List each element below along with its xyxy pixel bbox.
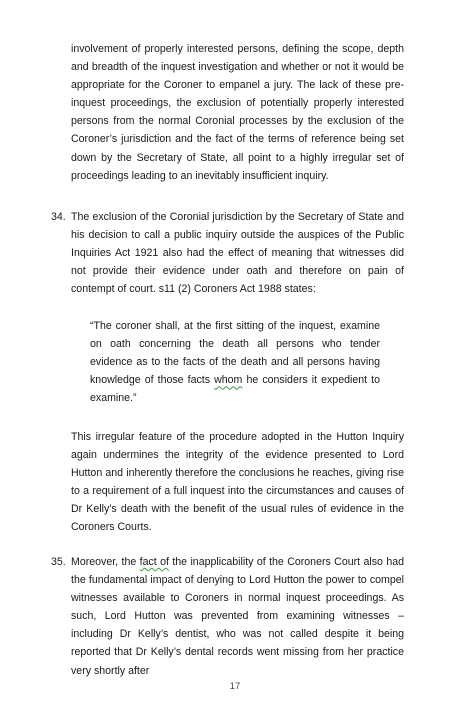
- paragraph-after-quote: This irregular feature of the procedure adopted in the Hutton Inquiry again undermines the integrity of the evidence presented to Lord Hutton and inherently therefore the conclusions he reaches, giving rise to a requirement of a full inquest into the circumstances and causes of Dr Kelly’s death with the benefit of the usual rules of evidence in the Coroners Courts.: [71, 431, 404, 534]
- quote-text-end: he considers it expedient to examine.”: [90, 374, 380, 405]
- paragraph-body: The exclusion of the Coronial jurisdiction by the Secretary of State and his decision to call a public inquiry outside the auspices of the Public Inquiries Act 1921 also had the effect of meaning that witnesses did not provide their evidence under oath and therefore on pain of contempt of court. s11 (2) Coroners Act 1988 states:: [71, 211, 404, 296]
- page-number: 17: [229, 681, 241, 692]
- block-quote: [90, 317, 380, 407]
- quote-text-start: “The coroner shall, at the first sitting of the inquest, examine on oath concerning the death all persons who tender evidence as to the facts of the death and all persons having knowledge of those facts: [90, 320, 380, 387]
- numbered-paragraph-34: [51, 208, 404, 298]
- paragraph-number: 35.: [51, 556, 66, 568]
- paragraph-text-end: the inapplicability of the Coroners Court also had the fundamental impact of denying to Lord Hutton the power to compel witnesses available to Coroners in normal inquest proceedings. As such, Lord Hutton was prevented from examining witnesses – including Dr Kelly’s dentist, who was not called despite it being reported that Dr Kelly’s dental records went missing from her practice very shortly after: [71, 556, 404, 677]
- grammar-flag[interactable]: fact of: [139, 556, 169, 568]
- paragraph-continuation: involvement of properly interested persons, defining the scope, depth and breadth of the inquest investigation and whether or not it would be appropriate for the Coroner to empanel a jury. The lack of these pre-inquest proceedings, the exclusion of potentially properly interested persons from the normal Coronial processes by the exclusion of the Coroner’s jurisdiction and the fact of the terms of reference being set down by the Secretary of State, all point to a highly irregular set of proceedings leading to an inevitably insufficient inquiry.: [71, 43, 404, 182]
- grammar-flag[interactable]: whom: [214, 374, 243, 387]
- paragraph-text-start: Moreover, the: [71, 556, 140, 568]
- paragraph-number: 34.: [51, 211, 66, 223]
- paragraph-body: [71, 553, 404, 680]
- numbered-paragraph-35: [51, 553, 404, 680]
